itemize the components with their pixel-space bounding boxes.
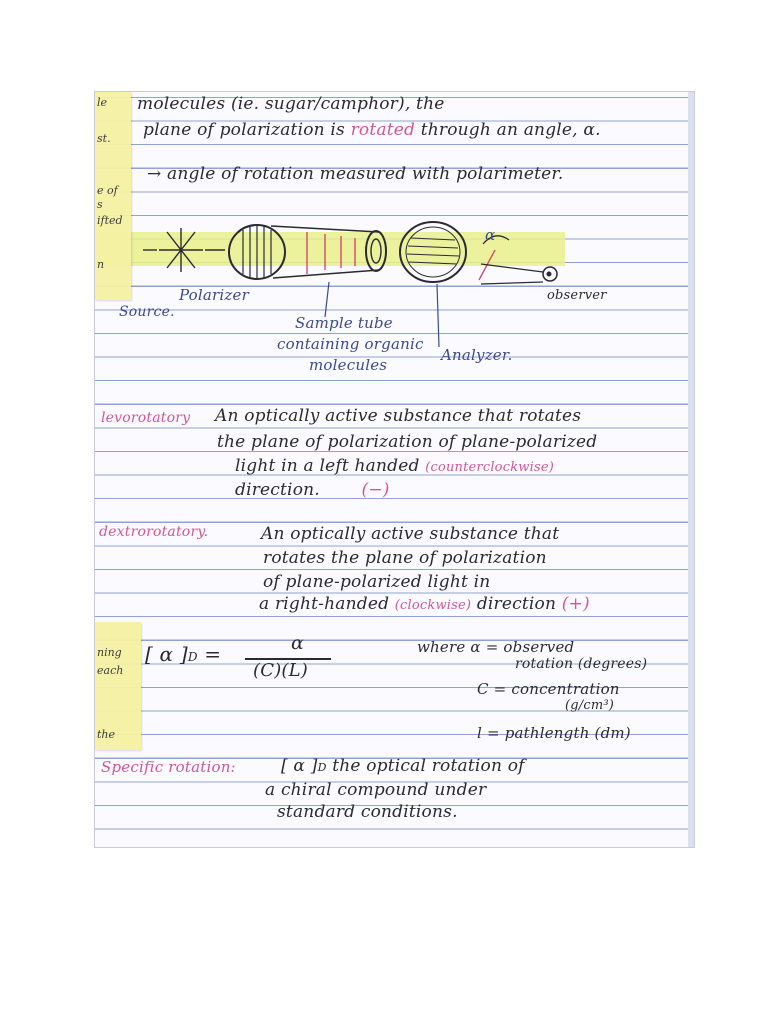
formula-denominator: (C)(L) xyxy=(253,660,309,681)
specific-line-1: [ α ]D the optical rotation of xyxy=(281,756,525,776)
levo-line-1: An optically active substance that rotates xyxy=(215,406,582,426)
analyzer-label: Analyzer. xyxy=(441,346,513,364)
source-label: Source. xyxy=(119,304,175,320)
specific-line-2: a chiral compound under xyxy=(265,780,487,800)
dextro-line-3: of plane-polarized light in xyxy=(263,572,491,592)
concentration-line: C = concentration xyxy=(477,680,620,698)
polarizer-label: Polarizer xyxy=(179,286,249,304)
specific-line-3: standard conditions. xyxy=(277,802,458,822)
notebook-page xyxy=(95,92,694,847)
note-line-2a: plane of polarization is xyxy=(143,120,345,140)
observer-label: observer xyxy=(547,288,607,303)
tube-bottom xyxy=(273,270,379,278)
dextro-line-2: rotates the plane of polarization xyxy=(263,548,547,568)
sticky-note-bottom: ning each the xyxy=(95,622,141,750)
dextrorotatory-term: dextrorotatory. xyxy=(99,524,209,540)
note-line-1: molecules (ie. sugar/camphor), the xyxy=(137,94,445,114)
specific-rotation-term: Specific rotation: xyxy=(101,758,236,776)
note-line-3: → angle of rotation measured with polarimeter. xyxy=(147,164,564,184)
pathlength-line: l = pathlength (dm) xyxy=(477,724,631,742)
alpha-label: α xyxy=(485,226,496,244)
tube-top xyxy=(271,226,379,232)
rotated-word: rotated xyxy=(350,120,416,140)
note-line-2b: through an angle, α. xyxy=(420,120,601,140)
where-line-2: rotation (degrees) xyxy=(515,656,648,672)
sample-tube-label-2: containing organic xyxy=(277,335,424,353)
dextro-line-1: An optically active substance that xyxy=(261,524,560,544)
sticky-note-top: le st. e of s ifted n xyxy=(95,92,131,300)
formula-numerator: α xyxy=(291,632,305,654)
where-line: where α = observed xyxy=(417,638,575,656)
formula-lhs: [ α ]D = xyxy=(145,642,222,666)
sample-tube-label-1: Sample tube xyxy=(295,314,393,332)
levorotatory-term: levorotatory xyxy=(101,410,191,426)
levo-line-2: the plane of polarization of plane-polarized xyxy=(217,432,598,452)
sample-tube-label-3: molecules xyxy=(309,356,388,374)
levo-line-4: direction. (−) xyxy=(235,480,390,500)
concentration-units: (g/cm³) xyxy=(565,698,615,713)
dextro-line-4: a right-handed (clockwise) direction (+) xyxy=(259,594,590,614)
levo-line-3: light in a left handed (counterclockwise) xyxy=(235,456,554,476)
